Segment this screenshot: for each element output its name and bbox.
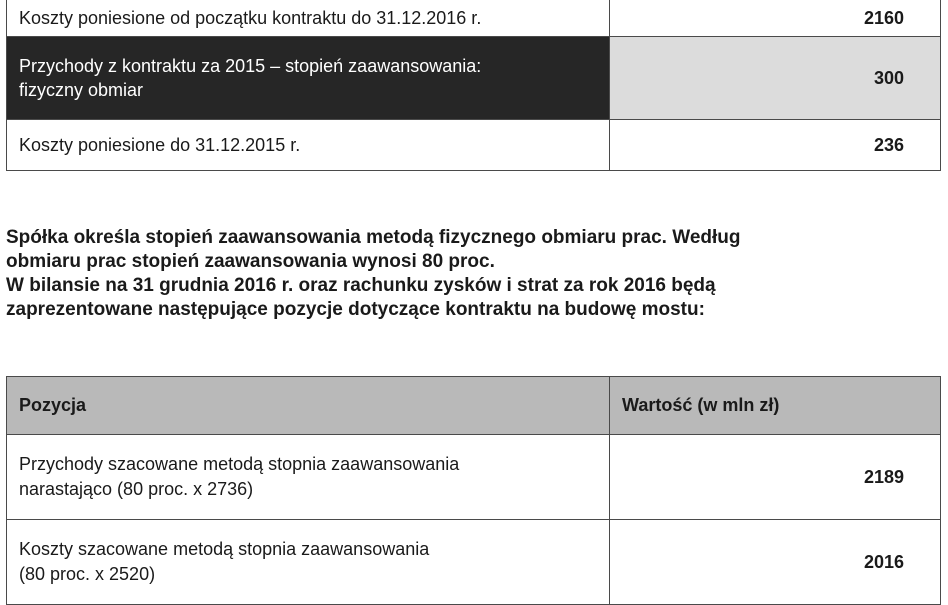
header-position: Pozycja xyxy=(7,377,610,435)
paragraph-line: W bilansie na 31 grudnia 2016 r. oraz rachunku zysków i strat za rok 2016 będą xyxy=(6,275,716,296)
row-label: Koszty poniesione do 31.12.2015 r. xyxy=(7,120,610,171)
description-paragraph xyxy=(6,226,936,322)
balance-items-table xyxy=(6,376,941,605)
table-row xyxy=(7,120,941,171)
table-row xyxy=(7,435,941,520)
row-label-line: Koszty szacowane metodą stopnia zaawansowania xyxy=(19,539,430,559)
paragraph-line: zaprezentowane następujące pozycje dotyczące kontraktu na budowę mostu: xyxy=(6,299,705,320)
row-label xyxy=(7,435,610,520)
row-value: 2189 xyxy=(610,435,941,520)
row-value: 300 xyxy=(610,37,941,120)
table-header-row xyxy=(7,377,941,435)
table-row xyxy=(7,520,941,605)
paragraph-line: obmiaru prac stopień zaawansowania wynosi 80 proc. xyxy=(6,251,495,272)
header-value: Wartość (w mln zł) xyxy=(610,377,941,435)
row-value: 2160 xyxy=(610,0,941,37)
row-label xyxy=(7,37,610,120)
row-value: 2016 xyxy=(610,520,941,605)
row-label: Koszty poniesione od początku kontraktu do 31.12.2016 r. xyxy=(7,0,610,37)
table-row xyxy=(7,0,941,37)
row-label-line: Przychody z kontraktu za 2015 – stopień zaawansowania: xyxy=(19,56,482,76)
row-label-line: (80 proc. x 2520) xyxy=(19,564,156,584)
table-row-highlighted xyxy=(7,37,941,120)
paragraph-line: Spółka określa stopień zaawansowania metodą fizycznego obmiaru prac. Według xyxy=(6,227,741,248)
cost-revenue-table xyxy=(6,0,941,171)
row-label-line: narastająco (80 proc. x 2736) xyxy=(19,479,254,499)
row-label-line: fizyczny obmiar xyxy=(19,80,144,100)
row-label xyxy=(7,520,610,605)
row-value: 236 xyxy=(610,120,941,171)
row-label-line: Przychody szacowane metodą stopnia zaawansowania xyxy=(19,454,460,474)
